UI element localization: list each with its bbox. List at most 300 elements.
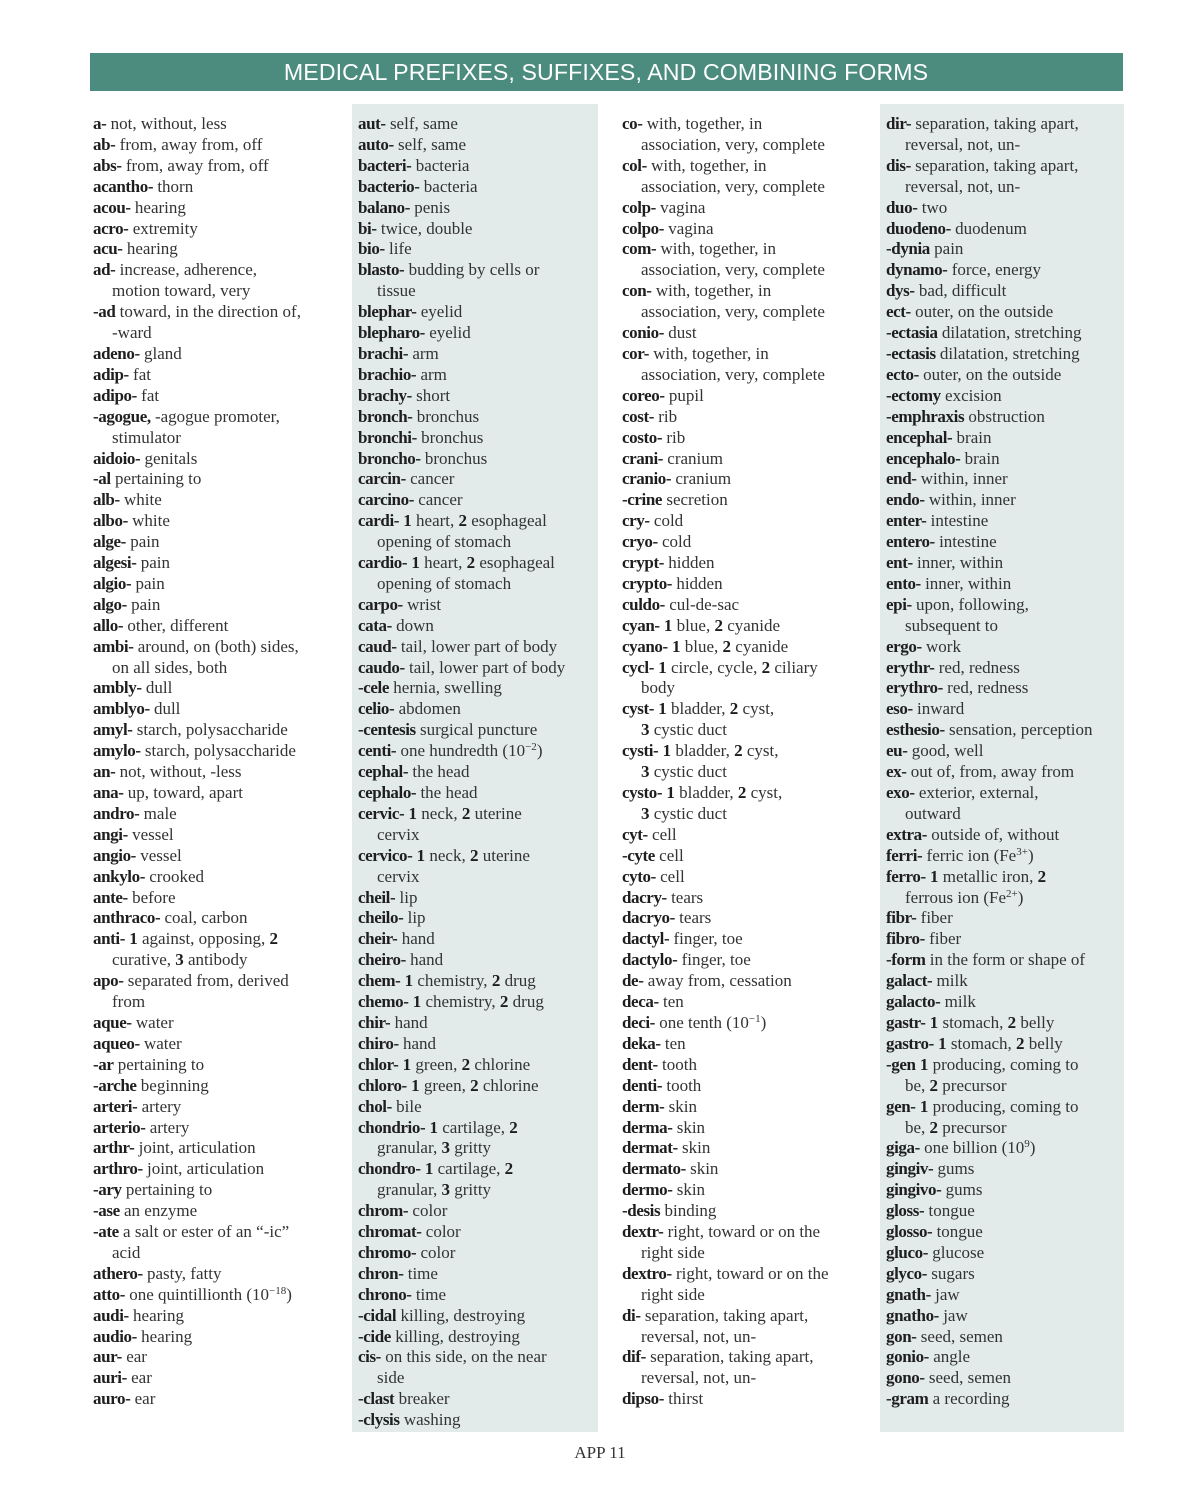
entry-definition: rib (666, 427, 686, 447)
entry-term: conio- (622, 323, 664, 343)
entry-definition: wrist (407, 594, 442, 614)
entry-definition: dilatation, stretching (941, 323, 1082, 343)
entry-definition-continuation: reversal, not, un- (905, 176, 1021, 196)
entry-definition: extremity (132, 218, 198, 238)
entry-definition: skin (690, 1159, 719, 1179)
entry-definition: sugars (931, 1263, 975, 1283)
glossary-entry (358, 1306, 598, 1327)
glossary-entry (93, 846, 348, 867)
entry-definition: seed, semen (920, 1326, 1003, 1346)
entry-definition-continuation: tissue (377, 281, 416, 301)
glossary-entry (93, 1159, 348, 1180)
entry-term: audi- (93, 1305, 129, 1325)
glossary-entry (886, 490, 1124, 511)
entry-definition: 1 stomach, 2 belly (929, 1012, 1055, 1032)
entry-term: chiro- (358, 1033, 399, 1053)
entry-term: dynamo- (886, 260, 948, 280)
glossary-entry (358, 1201, 598, 1222)
glossary-entry (93, 156, 348, 177)
entry-definition: secretion (666, 490, 728, 510)
entry-definition: an enzyme (123, 1201, 198, 1221)
glossary-entry (886, 929, 1124, 950)
entry-definition: the head (412, 762, 470, 782)
entry-term: caud- (358, 636, 397, 656)
entry-definition-continuation: right side (641, 1284, 705, 1304)
entry-definition: skin (676, 1180, 706, 1200)
entry-term: -dynia (886, 239, 930, 259)
entry-definition: joint, articulation (138, 1138, 256, 1158)
glossary-entry (358, 1264, 598, 1285)
entry-term: duo- (886, 197, 918, 217)
entry-definition: 1 circle, cycle, 2 ciliary (658, 657, 818, 677)
entry-term: derma- (622, 1117, 673, 1137)
entry-definition: 1 neck, 2 uterine (408, 803, 522, 823)
entry-definition: 1 against, opposing, 2 (129, 929, 279, 949)
entry-term: chol- (358, 1096, 392, 1116)
entry-term: auro- (93, 1389, 131, 1409)
entry-definition: crooked (149, 866, 205, 886)
entry-definition: skin (681, 1138, 711, 1158)
glossary-entry (622, 992, 876, 1013)
entry-definition: ear (126, 1347, 147, 1367)
glossary-entry (358, 1389, 598, 1410)
glossary-entry (358, 302, 598, 323)
glossary-entry (358, 595, 598, 616)
glossary-entry (93, 783, 348, 804)
glossary-entry (358, 1118, 598, 1160)
glossary-entry (93, 532, 348, 553)
entry-definition: one quintillionth $(10^{-18})$ (129, 1284, 292, 1304)
entry-definition: increase, adherence, (119, 260, 257, 280)
sense-number: 3 (641, 762, 650, 782)
glossary-entry (622, 1138, 876, 1159)
entry-term: crani- (622, 448, 664, 468)
entry-definition: thirst (668, 1389, 704, 1409)
glossary-entry (622, 323, 876, 344)
entry-definition: toward, in the direction of, (119, 302, 301, 322)
entry-term: cephal- (358, 762, 409, 782)
entry-definition: breaker (398, 1389, 450, 1409)
sense-number: 3 (641, 803, 650, 823)
entry-term: enter- (886, 511, 927, 531)
glossary-entry (886, 1368, 1124, 1389)
glossary-entry (93, 741, 348, 762)
entry-definition: from, away from, off (119, 134, 263, 154)
entry-term: a- (93, 114, 107, 133)
glossary-entry (358, 846, 598, 888)
glossary-entry (622, 1055, 876, 1076)
glossary-entry (358, 469, 598, 490)
entry-term: -ase (93, 1201, 120, 1221)
glossary-entry (93, 302, 348, 344)
entry-definition: pain (135, 573, 165, 593)
entry-definition: exterior, external, (918, 783, 1039, 802)
entry-term: amblyo- (93, 699, 150, 719)
entry-term: -cele (358, 678, 390, 698)
superscript: −18 (269, 1284, 287, 1297)
entry-term: aur- (93, 1347, 122, 1367)
entry-definition: pupil (668, 385, 704, 405)
entry-definition: inward (916, 699, 965, 719)
entry-definition: a recording (932, 1389, 1010, 1409)
sense-number: 3 (441, 1138, 450, 1158)
glossary-entry (622, 1034, 876, 1055)
entry-term: culdo- (622, 594, 665, 614)
glossary-entry (358, 1097, 598, 1118)
glossary-entry (886, 449, 1124, 470)
superscript: 9 (1024, 1138, 1030, 1151)
entry-term: audio- (93, 1326, 137, 1346)
glossary-entry (358, 616, 598, 637)
glossary-entry (358, 1327, 598, 1348)
entry-definition: up, toward, apart (127, 783, 243, 802)
entry-term: ferri- (886, 845, 923, 865)
entry-term: cysto- (622, 783, 663, 802)
entry-term: cyan- (622, 615, 660, 635)
entry-definition: intestine (930, 511, 989, 531)
entry-term: ana- (93, 783, 124, 802)
entry-term: arteri- (93, 1096, 138, 1116)
glossary-entry (93, 637, 348, 679)
entry-definition: one billion $(10^9)$ (924, 1138, 1036, 1158)
entry-term: chromo- (358, 1242, 417, 1262)
sense-number: 2 (737, 783, 747, 802)
entry-term: deca- (622, 992, 659, 1012)
entry-term: endo- (886, 490, 925, 510)
entry-term: ab- (93, 134, 116, 154)
entry-term: dermat- (622, 1138, 678, 1158)
glossary-entry (886, 783, 1124, 825)
entry-term: athero- (93, 1263, 143, 1283)
entry-definition: 1 bladder, 2 cyst, (658, 699, 775, 719)
entry-definition: fat (141, 385, 160, 405)
entry-definition: self, same (398, 134, 467, 154)
entry-definition: cell (660, 866, 685, 886)
sense-number: 3 (441, 1180, 450, 1200)
glossary-entry (93, 678, 348, 699)
glossary-entry (358, 678, 598, 699)
entry-term: andro- (93, 803, 140, 823)
entry-term: -desis (622, 1201, 661, 1221)
entry-definition: color (412, 1201, 448, 1221)
sense-number: 2 (504, 1159, 514, 1179)
entry-term: ecto- (886, 364, 919, 384)
entry-term: algo- (93, 594, 127, 614)
entry-definition: pertaining to (125, 1180, 213, 1200)
glossary-entry (622, 741, 876, 783)
entry-term: ankylo- (93, 866, 145, 886)
entry-term: -gram (886, 1389, 929, 1409)
glossary-entry (93, 699, 348, 720)
entry-definition: starch, polysaccharide (144, 741, 296, 761)
glossary-entry (358, 992, 598, 1013)
entry-definition: not, without, -less (119, 762, 242, 782)
glossary-entry (93, 867, 348, 888)
entry-definition: 1 cartilage, 2 (429, 1117, 518, 1137)
entry-term: -agogue, (93, 406, 151, 426)
entry-term: algio- (93, 573, 132, 593)
entry-term: dermato- (622, 1159, 686, 1179)
glossary-entry (886, 1138, 1124, 1159)
entry-definition: fiber (929, 929, 962, 949)
entry-definition: 1 heart, 2 esophageal (411, 553, 555, 573)
entry-term: -cide (358, 1326, 391, 1346)
glossary-entry (622, 114, 876, 156)
glossary-entry (93, 260, 348, 302)
glossary-entry (358, 156, 598, 177)
entry-definition: self, same (389, 114, 458, 133)
entry-term: -ate (93, 1222, 119, 1242)
entry-term: carcin- (358, 469, 406, 489)
entry-definition: good, well (911, 741, 984, 761)
glossary-entry (93, 1327, 348, 1348)
glossary-entry (358, 762, 598, 783)
sense-number: 2 (461, 1054, 471, 1074)
glossary-entry (93, 553, 348, 574)
glossary-entry (622, 971, 876, 992)
glossary-entry (622, 1389, 876, 1410)
entry-definition: 1 blue, 2 cyanide (672, 636, 789, 656)
superscript: 3+ (1016, 845, 1028, 858)
entry-term: dactyl- (622, 929, 670, 949)
entry-definition: -agogue promoter, (154, 406, 280, 426)
glossary-entry (358, 219, 598, 240)
entry-term: cyano- (622, 636, 668, 656)
entry-term: duodeno- (886, 218, 951, 238)
glossary-entry (622, 449, 876, 470)
entry-term: eu- (886, 741, 908, 761)
entry-term: alb- (93, 490, 120, 510)
glossary-entry (622, 950, 876, 971)
entry-term: colp- (622, 197, 656, 217)
glossary-entry (886, 971, 1124, 992)
glossary-entry (93, 114, 348, 135)
entry-term: -crine (622, 490, 663, 510)
entry-term: angi- (93, 824, 128, 844)
glossary-entry (886, 1243, 1124, 1264)
entry-term: dis- (886, 155, 911, 175)
glossary-entry (886, 1034, 1124, 1055)
sense-number: 1 (129, 929, 138, 949)
sense-number: 1 (919, 1096, 929, 1116)
entry-definition: 1 blue, 2 cyanide (663, 615, 781, 635)
entry-definition: milk (936, 971, 968, 991)
glossary-entry (622, 783, 876, 825)
glossary-entry (886, 1097, 1124, 1139)
glossary-entry (358, 888, 598, 909)
glossary-entry (358, 658, 598, 679)
entry-definition: washing (403, 1410, 461, 1430)
entry-definition: binding (664, 1201, 717, 1221)
entry-term: ambi- (93, 636, 134, 656)
entry-definition-continuation: association, very, complete (641, 364, 825, 384)
entry-definition: cranium (675, 469, 732, 489)
entry-term: cranio- (622, 469, 672, 489)
entry-term: chrono- (358, 1284, 412, 1304)
entry-definition: skin (668, 1096, 697, 1116)
entry-term: -ar (93, 1054, 114, 1074)
entry-term: centi- (358, 741, 397, 761)
entry-term: acantho- (93, 176, 154, 196)
entry-definition: brain (956, 427, 992, 447)
entry-term: acu- (93, 239, 123, 259)
entry-definition: water (143, 1033, 182, 1053)
entry-definition: around, on (both) sides, (137, 636, 299, 656)
entry-definition: pasty, fatty (147, 1263, 222, 1283)
entry-term: cheil- (358, 887, 396, 907)
superscript: −1 (748, 1012, 761, 1025)
entry-term: acro- (93, 218, 129, 238)
glossary-entry (622, 386, 876, 407)
entry-term: chlor- (358, 1054, 399, 1074)
glossary-entry (622, 1347, 876, 1389)
sense-number: 1 (408, 803, 418, 823)
entry-definition: cranium (667, 448, 723, 468)
entry-definition: 1 green, 2 chlorine (411, 1075, 539, 1095)
entry-definition-continuation: reversal, not, un- (641, 1326, 757, 1346)
entry-definition: dull (153, 699, 181, 719)
entry-term: -ectasia (886, 323, 938, 343)
glossary-entry (886, 198, 1124, 219)
glossary-entry (886, 741, 1124, 762)
glossary-entry (358, 1034, 598, 1055)
entry-term: gonio- (886, 1347, 929, 1367)
glossary-entry (358, 114, 598, 135)
entry-definition-continuation: motion toward, very (112, 281, 251, 301)
entry-term: glosso- (886, 1222, 933, 1242)
glossary-entry (358, 1222, 598, 1243)
glossary-entry (622, 574, 876, 595)
entry-definition: color (420, 1242, 456, 1262)
entry-term: epi- (886, 594, 912, 614)
glossary-entry (622, 219, 876, 240)
glossary-entry (622, 1159, 876, 1180)
glossary-entry (93, 616, 348, 637)
glossary-entry (622, 1118, 876, 1139)
entry-term: ante- (93, 887, 128, 907)
title-banner (90, 53, 1123, 91)
glossary-entry (622, 658, 876, 700)
entry-definition: seed, semen (928, 1368, 1012, 1388)
glossary-entry (358, 428, 598, 449)
entry-term: -clast (358, 1389, 395, 1409)
glossary-entry (358, 720, 598, 741)
entry-term: dactylo- (622, 950, 678, 970)
glossary-entry (93, 1118, 348, 1139)
entry-definition-continuation: be, 2 precursor (905, 1117, 1007, 1137)
entry-term: -arche (93, 1075, 137, 1095)
entry-definition: hearing (133, 1305, 185, 1325)
glossary-entry (886, 825, 1124, 846)
entry-definition-continuation: association, very, complete (641, 176, 825, 196)
entry-term: acou- (93, 197, 131, 217)
entry-definition: tongue (936, 1222, 983, 1242)
glossary-entry (622, 1180, 876, 1201)
glossary-entry (886, 699, 1124, 720)
glossary-entry (622, 156, 876, 198)
entry-definition: force, energy (951, 260, 1042, 280)
entry-term: cis- (358, 1347, 381, 1367)
entry-term: arthr- (93, 1138, 135, 1158)
entry-term: cost- (622, 406, 654, 426)
glossary-entry (93, 469, 348, 490)
entry-definition: cancer (418, 490, 463, 510)
entry-definition: work (926, 636, 961, 656)
glossary-entry (886, 1201, 1124, 1222)
entry-term: cata- (358, 615, 392, 635)
glossary-entry (886, 992, 1124, 1013)
entry-definition: with, together, in (651, 155, 767, 175)
entry-term: encephal- (886, 427, 953, 447)
glossary-entry (886, 281, 1124, 302)
entry-definition: water (135, 1012, 174, 1032)
glossary-entry (358, 198, 598, 219)
glossary-entry (886, 846, 1124, 867)
entry-definition: on this side, on the near (385, 1347, 547, 1367)
glossary-entry (93, 908, 348, 929)
entry-definition: glucose (932, 1242, 985, 1262)
glossary-entry (886, 219, 1124, 240)
glossary-entry (622, 239, 876, 281)
entry-term: -cyte (622, 845, 655, 865)
entry-term: gnath- (886, 1284, 931, 1304)
glossary-entry (93, 1076, 348, 1097)
glossary-entry (93, 1264, 348, 1285)
entry-term: -ary (93, 1180, 122, 1200)
entry-term: -al (93, 469, 111, 489)
glossary-entry (93, 344, 348, 365)
entry-definition: tooth (662, 1054, 697, 1074)
entry-definition: in the form or shape of (929, 950, 1086, 970)
entry-term: deci- (622, 1012, 655, 1032)
entry-definition: dilatation, stretching (939, 343, 1080, 363)
entry-definition: 1 producing, coming to (919, 1054, 1079, 1074)
sense-number: 1 (429, 1117, 438, 1137)
sense-number: 3 (641, 720, 650, 740)
entry-definition: 1 heart, 2 esophageal (403, 511, 547, 531)
sense-number: 2 (269, 929, 279, 949)
entry-definition: killing, destroying (395, 1326, 520, 1346)
entry-definition-continuation: from (112, 992, 146, 1012)
entry-term: dermo- (622, 1180, 673, 1200)
entry-definition: ear (134, 1389, 156, 1409)
entry-term: cyst- (622, 699, 654, 719)
entry-term: chondrio- (358, 1117, 426, 1137)
entry-term: galact- (886, 971, 933, 991)
entry-term: carpo- (358, 594, 403, 614)
entry-term: balano- (358, 197, 410, 217)
glossary-entry (93, 177, 348, 198)
glossary-column-3 (618, 104, 876, 1434)
entry-term: cheiro- (358, 950, 406, 970)
glossary-entry (622, 637, 876, 658)
glossary-entry (886, 260, 1124, 281)
entry-definition: 1 stomach, 2 belly (938, 1033, 1063, 1053)
entry-term: blepharo- (358, 323, 425, 343)
sense-number: 1 (663, 615, 673, 635)
glossary-entry (886, 1285, 1124, 1306)
entry-definition: male (143, 803, 177, 823)
entry-term: gnatho- (886, 1305, 939, 1325)
entry-definition: cold (662, 532, 692, 552)
glossary-entry (886, 720, 1124, 741)
entry-term: -ectasis (886, 343, 936, 363)
glossary-entry (622, 825, 876, 846)
entry-term: erythro- (886, 678, 943, 698)
entry-definition-continuation: body (641, 678, 675, 698)
entry-definition: within, inner (928, 490, 1016, 510)
entry-term: di- (622, 1305, 641, 1325)
